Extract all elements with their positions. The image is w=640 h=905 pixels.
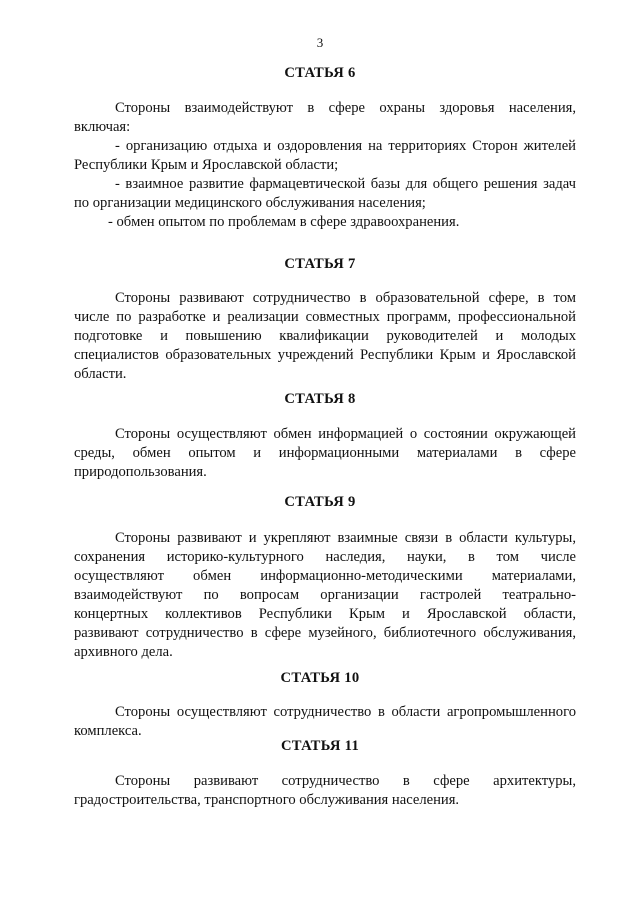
article-10-text (74, 703, 576, 741)
text-line: включая: (74, 119, 131, 135)
text-line: - организацию отдыха и оздоровления на территориях Сторон жителей (115, 138, 576, 154)
article-9-text (74, 529, 576, 662)
article-6-heading: СТАТЬЯ 6 (284, 65, 356, 81)
text-line: комплекса. (74, 723, 142, 739)
text-line: подготовке и повышению квалификации руководителей и молодых (74, 328, 576, 344)
page-number: 3 (316, 35, 324, 50)
text-line: градостроительства, транспортного обслуживания населения. (74, 792, 460, 808)
text-line: Республики Крым и Ярославской области; (74, 157, 339, 173)
text-line: области. (74, 366, 127, 382)
text-line: - обмен опытом по проблемам в сфере здравоохранения. (108, 214, 460, 230)
text-line: числе по разработке и реализации совместных программ, профессиональной (74, 309, 576, 325)
text-line: Стороны осуществляют сотрудничество в области агропромышленного (115, 704, 576, 720)
text-line: архивного дела. (74, 644, 173, 660)
article-7-heading: СТАТЬЯ 7 (284, 256, 356, 272)
text-line: концертных коллективов Республики Крым и Ярославской области, (74, 606, 576, 622)
text-line: Стороны развивают и укрепляют взаимные связи в области культуры, (115, 530, 576, 546)
text-line: развивают сотрудничество в сфере музейного, библиотечного обслуживания, (74, 625, 576, 641)
text-line: природопользования. (74, 464, 207, 480)
article-8-heading: СТАТЬЯ 8 (284, 391, 356, 407)
text-line: - взаимное развитие фармацевтической базы для общего решения задач (115, 176, 576, 192)
article-11-heading: СТАТЬЯ 11 (280, 738, 360, 754)
article-8-text (74, 425, 576, 482)
article-11-text (74, 772, 576, 810)
article-7-text (74, 289, 576, 384)
article-10-heading: СТАТЬЯ 10 (280, 670, 360, 686)
text-line: Стороны развивают сотрудничество в сфере архитектуры, (115, 773, 576, 789)
text-line: специалистов образовательных учреждений Республики Крым и Ярославской (74, 347, 576, 363)
article-6-text (74, 99, 576, 232)
text-line: сохранения историко-культурного наследия, науки, в том числе (74, 549, 576, 565)
text-line: среды, обмен опытом и информационными материалами в сфере (74, 445, 576, 461)
article-9-heading: СТАТЬЯ 9 (284, 494, 356, 510)
text-line: осуществляют обмен информационно-методическими материалами, (74, 568, 576, 584)
text-line: Стороны осуществляют обмен информацией о состоянии окружающей (115, 426, 576, 442)
text-line: взаимодействуют по вопросам организации гастролей театрально- (74, 587, 576, 603)
text-line: Стороны развивают сотрудничество в образовательной сфере, в том (115, 290, 576, 306)
text-line: Стороны взаимодействуют в сфере охраны здоровья населения, (115, 100, 576, 116)
text-line: по организации медицинского обслуживания населения; (74, 195, 426, 211)
